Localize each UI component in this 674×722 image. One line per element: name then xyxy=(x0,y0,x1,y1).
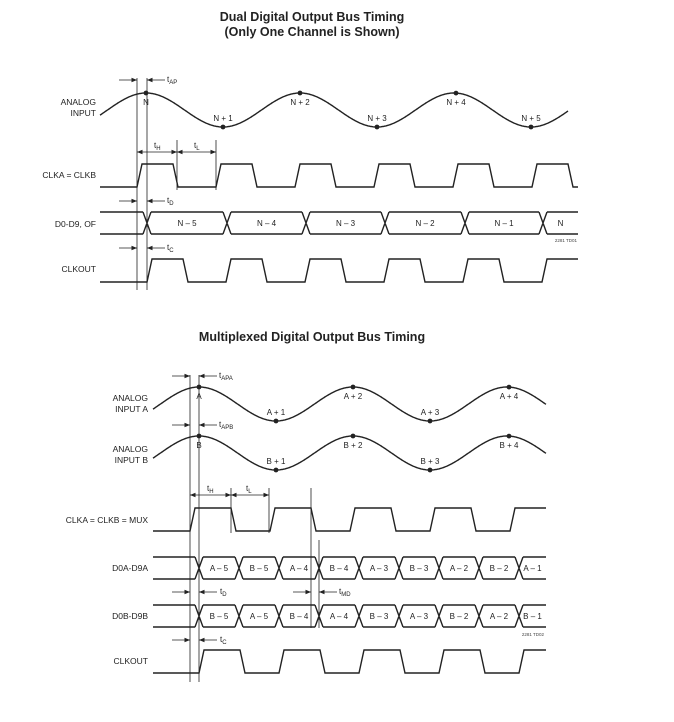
dual-sample-dot xyxy=(375,125,380,130)
mux-data-b-cell: B – 5 xyxy=(209,612,229,621)
mux-data-a-cell: B – 4 xyxy=(329,564,349,573)
mux-data-a-cell: B – 3 xyxy=(409,564,429,573)
mux-data-b-cell: B – 4 xyxy=(289,612,309,621)
mux-sample-label-a: A + 1 xyxy=(266,408,286,417)
dual-data-cell: N – 4 xyxy=(256,219,277,228)
mux-data-b-cell: B – 1 xyxy=(523,612,542,621)
mux-sample-label-b: B + 4 xyxy=(499,441,519,451)
dual-data-label: D0-D9, OF xyxy=(54,219,96,229)
mux-data-a-cell: A – 2 xyxy=(449,564,469,573)
mux-data-a-cell: A – 3 xyxy=(369,564,389,573)
mux-clkout-label: CLKOUT xyxy=(113,656,148,666)
mux-data-a-cell: A – 4 xyxy=(289,564,309,573)
dual-sample-label: N + 1 xyxy=(213,114,233,123)
mux-sample-dot-b xyxy=(428,468,433,473)
mux-sample-dot-a xyxy=(507,385,512,390)
mux-data-a-label: D0A-D9A xyxy=(112,563,148,573)
dual-sample-dot xyxy=(298,91,303,96)
mux-data-b-cell: A – 5 xyxy=(249,612,269,621)
mux-clk-label: CLKA = CLKB = MUX xyxy=(65,515,148,525)
mux-sample-dot-b xyxy=(351,434,356,439)
dual-clk-waveform xyxy=(100,164,578,187)
mux-clkout-waveform xyxy=(153,650,546,673)
dual-data-cell: N xyxy=(557,219,564,228)
mux-sample-dot-a xyxy=(428,419,433,424)
dual-sample-label: N + 3 xyxy=(367,114,387,123)
mux-sample-label-a: A + 2 xyxy=(343,392,363,401)
dual-sample-dot xyxy=(454,91,459,96)
dual-tl-label: $t_L$ xyxy=(194,141,200,152)
mux-data-b-cell: B – 3 xyxy=(369,612,389,621)
mux-data-b-label: D0B-D9B xyxy=(112,611,148,621)
mux-timing-diagram xyxy=(66,330,546,682)
mux-data-b-cell: A – 2 xyxy=(489,612,509,621)
mux-data-a-cell: B – 2 xyxy=(489,564,509,573)
mux-data-b-cell: A – 4 xyxy=(329,612,349,621)
dual-sample-dot xyxy=(529,125,534,130)
mux-data-a-cell: A – 5 xyxy=(209,564,229,573)
dual-data-bus xyxy=(100,212,578,234)
dual-td-label: $t_D$ xyxy=(167,196,174,207)
mux-sample-dot-b xyxy=(274,468,279,473)
mux-sample-label-b: B + 2 xyxy=(343,441,363,450)
mux-data-b-bus xyxy=(153,605,546,627)
mux-th-label: $t_H$ xyxy=(207,484,214,495)
mux-analog-a-label-line2: INPUT A xyxy=(115,404,148,414)
dual-data-cell: N – 1 xyxy=(494,219,514,228)
mux-data-a-cell: A – 1 xyxy=(523,564,542,573)
dual-timing-diagram xyxy=(42,10,578,290)
dual-sample-label: N + 4 xyxy=(446,98,466,108)
mux-sample-label-b: B xyxy=(196,441,202,450)
mux-sample-label-b: B + 3 xyxy=(420,457,440,466)
mux-clk-waveform xyxy=(153,508,546,531)
mux-tl-label: $t_L$ xyxy=(246,484,252,495)
dual-sample-label: N xyxy=(143,98,149,107)
dual-data-cell: N – 2 xyxy=(415,219,435,228)
mux-data-b-cell: A – 3 xyxy=(409,612,429,621)
dual-sample-dot xyxy=(144,91,149,96)
dual-title-line1: Dual Digital Output Bus Timing xyxy=(219,10,405,24)
dual-analog-label-line1: ANALOG xyxy=(60,97,96,107)
mux-sample-dot-b xyxy=(507,434,512,439)
dual-th-label: $t_H$ xyxy=(154,141,161,152)
mux-tmd-label: $t_{MD}$ xyxy=(339,587,351,598)
mux-title: Multiplexed Digital Output Bus Timing xyxy=(198,330,426,344)
mux-td-label: $t_D$ xyxy=(220,587,227,598)
mux-data-a-bus xyxy=(153,557,546,579)
dual-data-cell: N – 3 xyxy=(335,219,356,228)
mux-sample-label-b: B + 1 xyxy=(266,457,286,466)
dual-sample-dot xyxy=(221,125,226,130)
dual-tc-label: $t_C$ xyxy=(167,243,174,254)
dual-data-cell: N – 5 xyxy=(177,219,197,228)
mux-data-b-cell: B – 2 xyxy=(449,612,469,621)
dual-analog-label-line2: INPUT xyxy=(70,108,96,118)
dual-title-line2: (Only One Channel is Shown) xyxy=(224,25,400,39)
mux-sample-label-a: A + 4 xyxy=(499,392,519,402)
mux-sample-label-a: A xyxy=(196,392,202,401)
mux-tc-label: $t_C$ xyxy=(220,635,227,646)
mux-tapb-label: $t_{APB}$ xyxy=(219,420,234,431)
mux-analog-b-label-line2: INPUT B xyxy=(114,455,148,465)
dual-figure-id: 2281 TD01 xyxy=(554,238,577,243)
dual-clk-label: CLKA = CLKB xyxy=(42,170,96,180)
dual-tap-label: $t_{AP}$ xyxy=(167,75,178,86)
mux-sample-dot-a xyxy=(274,419,279,424)
mux-data-a-cell: B – 5 xyxy=(249,564,269,573)
mux-figure-id: 2281 TD02 xyxy=(521,632,544,637)
mux-tapa-label: $t_{APA}$ xyxy=(219,371,233,382)
dual-clkout-label: CLKOUT xyxy=(61,264,96,274)
dual-sample-label: N + 5 xyxy=(521,114,541,123)
mux-analog-b-label-line1: ANALOG xyxy=(112,444,148,454)
dual-sample-label: N + 2 xyxy=(290,98,310,107)
mux-sample-dot-a xyxy=(351,385,356,390)
dual-analog-waveform xyxy=(100,93,568,127)
mux-sample-label-a: A + 3 xyxy=(420,408,440,417)
mux-analog-a-label-line1: ANALOG xyxy=(112,393,148,403)
dual-clkout-waveform xyxy=(100,259,578,282)
